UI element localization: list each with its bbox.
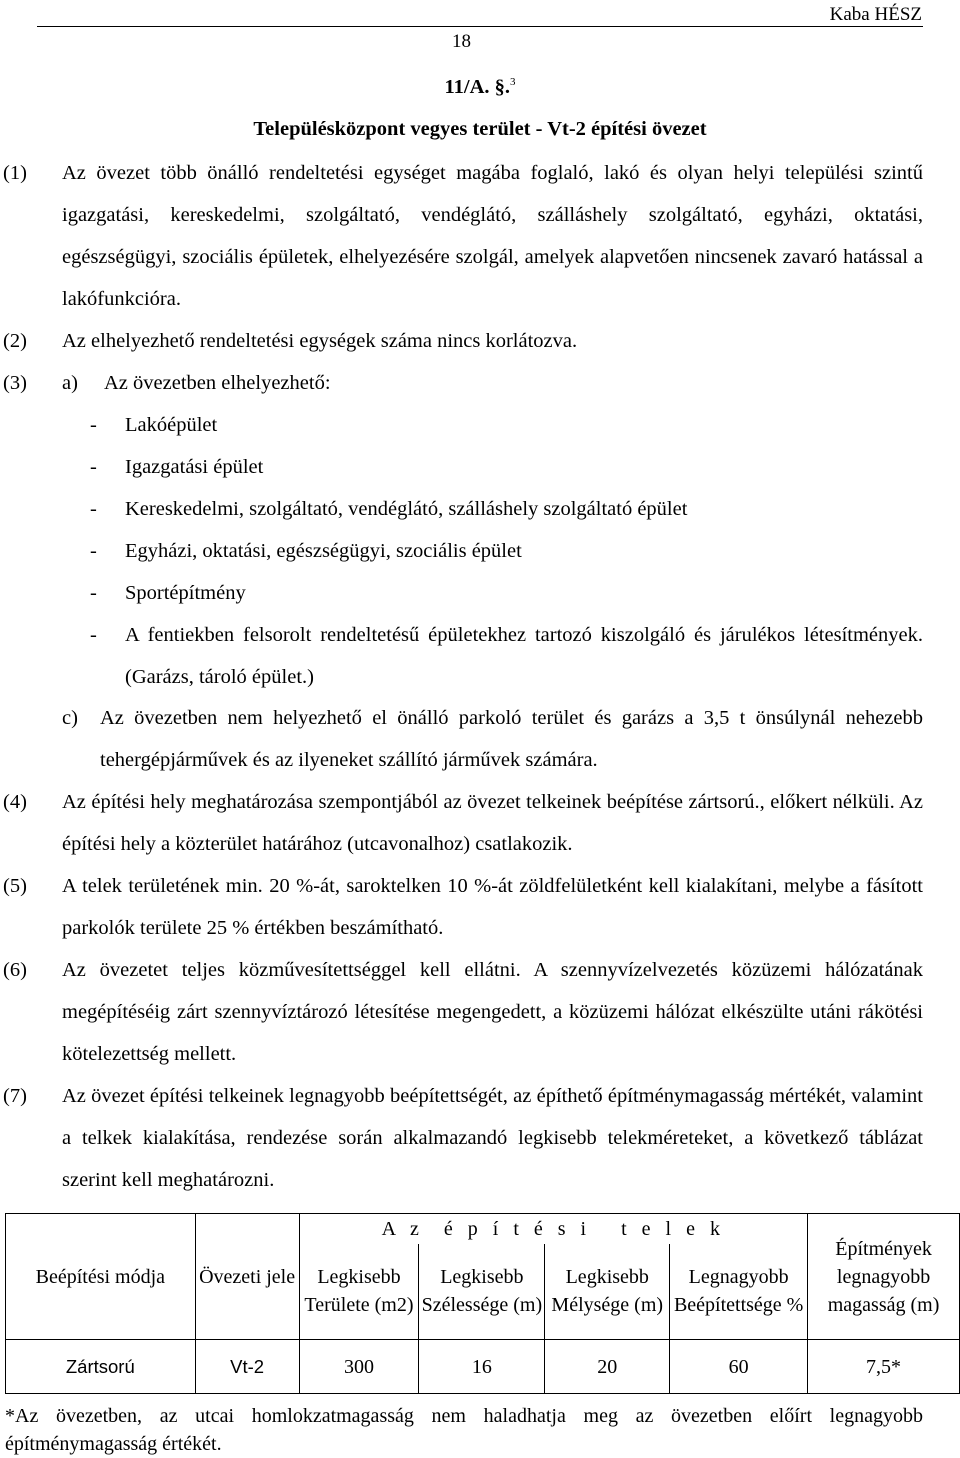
list-item [90, 446, 923, 488]
header-max-height: Építmények legnagyobb magasság (m) [808, 1214, 960, 1340]
sub-point-text: Az övezetben elhelyezhető: [104, 372, 331, 394]
paragraph-5 [3, 865, 923, 949]
paragraph-text: Az övezet több önálló rendeltetési egységet magába foglaló, lakó és olyan helyi települési szintű igazgatási, kereskedelmi, szolgáltató, vendéglátó, szálláshely szolgáltató, egyházi, oktatási, egészségügyi, szociális épületek, elhelyezésére szolgál, amelyek alapvetően nincsenek zavaró hatással a lakófunkcióra. [62, 162, 923, 310]
list-dash: - [90, 540, 97, 562]
section-title: Településközpont vegyes terület - Vt-2 építési övezet [253, 118, 707, 140]
cell-min-depth: 20 [545, 1340, 670, 1394]
header-rule [37, 26, 923, 27]
paragraph-text: Az övezetet teljes közművesítettséggel kell ellátni. A szennyvízelvezetés közüzemi hálózatának megépítéséig zárt szennyvíztározó létesítése megengedett, a közüzemi hálózat elkészülte utáni rákötési kötelezettség mellett. [62, 959, 923, 1065]
paragraph-7 [3, 1075, 923, 1201]
regulation-table [5, 1213, 960, 1394]
list-item [90, 614, 923, 698]
paragraph-number: (5) [3, 875, 27, 897]
section-footnote-ref: 3 [510, 76, 516, 88]
cell-zone-code: Vt-2 [195, 1340, 299, 1394]
list-item-text: Kereskedelmi, szolgáltató, vendéglátó, szálláshely szolgáltató épület [125, 498, 688, 520]
section-number [0, 76, 960, 99]
document-header-title: Kaba HÉSZ [829, 4, 922, 25]
sub-point-text: Az övezetben nem helyezhető el önálló parkoló terület és garázs a 3,5 t önsúlynál nehezebb tehergépjárművek és az ilyeneket szállító járművek számára. [100, 707, 923, 771]
header-min-width: Legkisebb Szélessége (m) [419, 1244, 545, 1340]
list-dash: - [90, 498, 97, 520]
paragraph-number: (6) [3, 959, 27, 981]
list-item [90, 572, 923, 614]
table-row [6, 1340, 960, 1394]
section-number-text: 11/A. §. [444, 76, 510, 98]
paragraph-number: (1) [3, 162, 27, 184]
header-building-plot-group: A z é p í t é s i t e l e k [299, 1214, 808, 1244]
paragraph-text: Az övezet építési telkeinek legnagyobb beépítettségét, az építhető építménymagasság mértékét, valamint a telkek kialakítása, rendezése során alkalmazandó legkisebb telekméreteket, a következő táblázat szerint kell meghatározni. [62, 1085, 923, 1191]
list-item-text: A fentiekben felsorolt rendeltetésű épületekhez tartozó kiszolgáló és járulékos létesítmények. (Garázs, tároló épület.) [125, 624, 923, 688]
cell-min-width: 16 [419, 1340, 545, 1394]
list-dash: - [90, 456, 97, 478]
paragraph-1 [3, 152, 923, 320]
allowed-buildings-list [90, 404, 923, 698]
paragraph-number: (4) [3, 791, 27, 813]
sub-point-label: a) [62, 372, 78, 394]
header-min-depth: Legkisebb Mélysége (m) [545, 1244, 670, 1340]
header-max-coverage: Legnagyobb Beépítettsége % [670, 1244, 808, 1340]
paragraph-6 [3, 949, 923, 1075]
header-zone-code: Övezeti jele [195, 1214, 299, 1340]
list-dash: - [90, 624, 97, 646]
paragraph-2 [3, 320, 923, 362]
paragraph-number: (3) [3, 372, 27, 394]
paragraph-text: Az építési hely meghatározása szempontjából az övezet telkeinek beépítése zártsorú., előkert nélküli. Az építési hely a közterület határához (utcavonalhoz) csatlakozik. [62, 791, 923, 855]
sub-point-c [62, 697, 923, 781]
list-item-text: Egyházi, oktatási, egészségügyi, szociális épület [125, 540, 522, 562]
paragraph-text: Az elhelyezhető rendeltetési egységek száma nincs korlátozva. [62, 330, 578, 352]
page-number: 18 [452, 31, 471, 52]
list-item [90, 530, 923, 572]
list-item [90, 404, 923, 446]
list-dash: - [90, 414, 97, 436]
paragraph-number: (2) [3, 330, 27, 352]
paragraph-text: A telek területének min. 20 %-át, saroktelken 10 %-át zöldfelületként kell kialakítani, melybe a fásított parkolók területe 25 % értékben beszámítható. [62, 875, 923, 939]
sub-point-label: c) [62, 707, 78, 729]
list-item-text: Igazgatási épület [125, 456, 264, 478]
cell-max-height: 7,5* [808, 1340, 960, 1394]
cell-max-coverage: 60 [670, 1340, 808, 1394]
header-min-area: Legkisebb Területe (m2) [299, 1244, 419, 1340]
list-item-text: Sportépítmény [125, 582, 246, 604]
cell-min-area: 300 [299, 1340, 419, 1394]
list-item [90, 488, 923, 530]
paragraph-number: (7) [3, 1085, 27, 1107]
cell-building-mode: Zártsorú [6, 1340, 196, 1394]
list-item-text: Lakóépület [125, 414, 218, 436]
header-building-mode: Beépítési módja [6, 1214, 196, 1340]
list-dash: - [90, 582, 97, 604]
paragraph-4 [3, 781, 923, 865]
table-footnote: *Az övezetben, az utcai homlokzatmagasság nem haladhatja meg az övezetben előírt legnagyobb építménymagasság értékét. [5, 1405, 923, 1455]
